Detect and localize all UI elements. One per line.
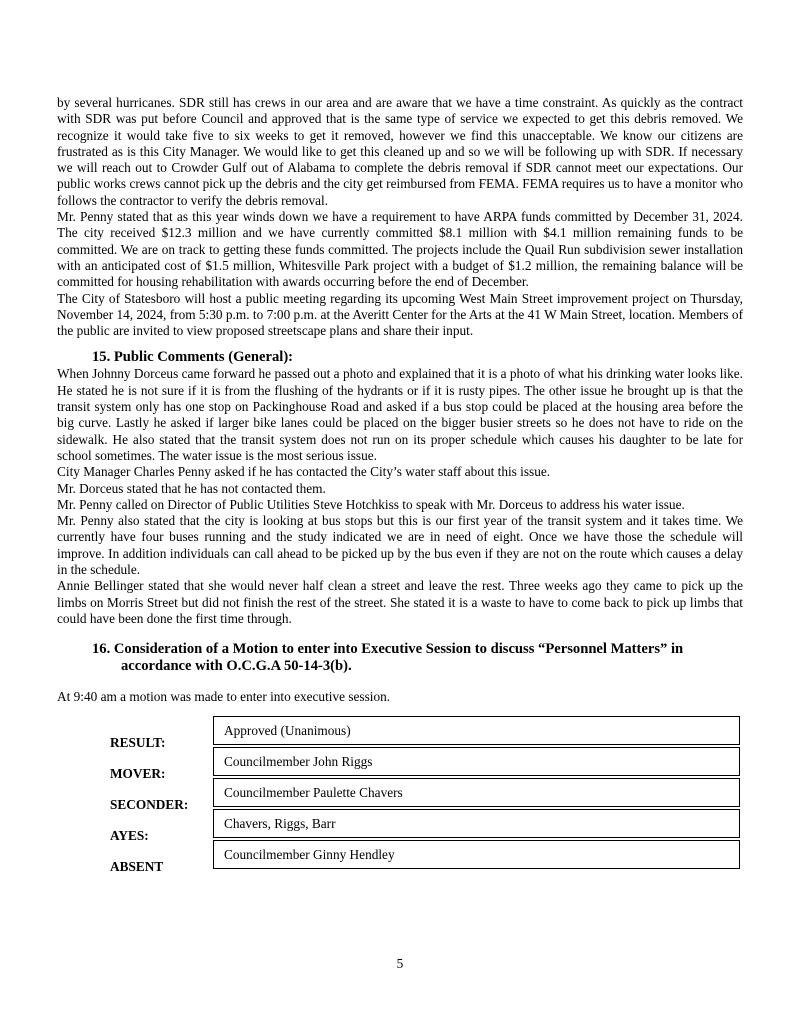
- paragraph: The City of Statesboro will host a public meeting regarding its upcoming West Main Street improvement project on Thursday, November 14, 2024, from 5:30 p.m. to 7:00 p.m. at the Averitt Center for the Arts at the 41 W Main Street, location. Members of the public are invited to view proposed streetscape plans and share their input.: [57, 290, 743, 339]
- vote-value-absent: Councilmember Ginny Hendley: [213, 840, 740, 869]
- vote-row-seconder: [57, 778, 743, 812]
- paragraph: Mr. Dorceus stated that he has not contacted them.: [57, 480, 326, 496]
- paragraph: Annie Bellinger stated that she would never half clean a street and leave the rest. Three weeks ago they came to pick up the limbs on Morris Street but did not finish the rest of the street. She stated it is a waste to have to come back to pick up limbs that could have been done the first time through.: [57, 578, 743, 626]
- page-body: [57, 95, 743, 874]
- paragraph: Mr. Penny called on Director of Public Utilities Steve Hotchkiss to speak with Mr. Dorceus to address his water issue.: [57, 496, 685, 512]
- vote-value-seconder: Councilmember Paulette Chavers: [213, 778, 740, 807]
- paragraph: City Manager Charles Penny asked if he has contacted the City’s water staff about this issue.: [57, 464, 551, 480]
- section-15-heading: 15. Public Comments (General):: [92, 349, 294, 366]
- vote-row-ayes: [57, 809, 743, 843]
- paragraph: When Johnny Dorceus came forward he passed out a photo and explained that it is a photo of what his drinking water looks like. He stated he is not sure if it is from the flushing of the hydrants or if it is rusty pipes. The other issue he brought up is that the transit system only has one stop on Packinghouse Road and asked if a bus stop could be placed at the housing area before the big curve. Lastly he asked if larger bike lanes could be placed on the bigger busier streets so he does not have to ride on the sidewalk. He also stated that the transit system does not run on its proper schedule which causes his daughter to be late for school sometimes. The water issue is the most serious issue.: [57, 366, 743, 463]
- paragraph: Mr. Penny stated that as this year winds down we have a requirement to have ARPA funds committed by December 31, 2024. The city received $12.3 million and we have currently committed $8.1 million with $4.1 million remaining funds to be committed. We are on track to getting these funds committed. The projects include the Quail Run subdivision sewer installation with an anticipated cost of $1.5 million, Whitesville Park project with a budget of $1.2 million, the remaining balance will be committed for housing rehabilitation with awards occurring before the end of December.: [57, 209, 743, 290]
- vote-row-mover: [57, 747, 743, 781]
- paragraph: Mr. Penny also stated that the city is looking at bus stops but this is our first year of the transit system and it takes time. We currently have four buses running and the study indicated we are in need of eight. Once we have those the schedule will improve. In addition individuals can call ahead to be picked up by the bus even if they are not on the route which causes a delay in the schedule.: [57, 513, 743, 578]
- section-16-heading-cont: accordance with O.C.G.A 50-14-3(b).: [121, 658, 352, 675]
- vote-row-absent: [57, 840, 743, 874]
- vote-value-result: Approved (Unanimous): [213, 716, 740, 745]
- vote-label-result: RESULT:: [110, 734, 166, 750]
- section-16-heading: 16. Consideration of a Motion to enter into Executive Session to discuss “Personnel Matters” in: [92, 641, 684, 658]
- vote-label-seconder: SECONDER:: [110, 796, 189, 812]
- vote-label-mover: MOVER:: [110, 765, 166, 781]
- paragraph: by several hurricanes. SDR still has crews in our area and are aware that we have a time constraint. As quickly as the contract with SDR was put before Council and approved that is the same type of service we expected to get this debris removed. We recognize it would take five to six weeks to get it removed, however we find this unacceptable. We know our citizens are frustrated as is this City Manager. We would like to get this cleaned up and so we will be following up with SDR. If necessary we will reach out to Crowder Gulf out of Alabama to complete the debris removal if SDR cannot meet our expectations. Our public works crews cannot pick up the debris and the city get reimbursed from FEMA. FEMA requires us to have a monitor who follows the contractor to verify the debris removal.: [57, 95, 743, 208]
- vote-value-ayes: Chavers, Riggs, Barr: [213, 809, 740, 838]
- vote-label-ayes: AYES:: [110, 827, 149, 843]
- vote-table: [57, 716, 743, 874]
- vote-label-absent: ABSENT: [110, 858, 164, 874]
- vote-row-result: [57, 716, 743, 750]
- motion-statement: At 9:40 am a motion was made to enter into executive session.: [57, 689, 391, 705]
- vote-value-mover: Councilmember John Riggs: [213, 747, 740, 776]
- page-number: 5: [396, 956, 404, 971]
